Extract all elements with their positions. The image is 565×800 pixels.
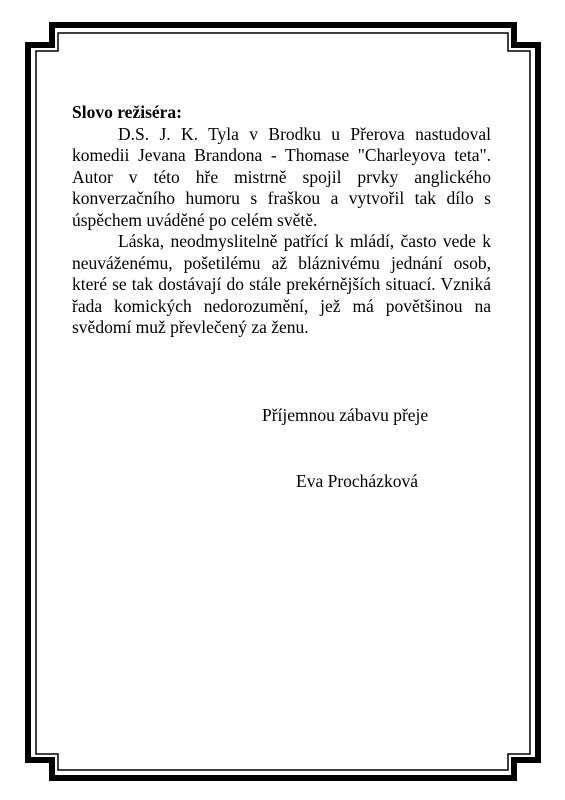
paragraph-2: Láska, neodmyslitelně patřící k mládí, často vede k neuváženému, pošetilému až bláznivému jednání osob, které se tak dostávají do stále prekérnějších situací. Vzniká řada komických nedorozumění, jež má povětšinou na svědomí muž převlečený za ženu. xyxy=(72,231,491,337)
director-note xyxy=(72,102,491,339)
paragraph-1: D.S. J. K. Tyla v Brodku u Přerova nastudoval komedii Jevana Brandona - Thomase "Charleyova teta". Autor v této hře mistrně spojil prvky anglického konverzačního humoru s fraškou a vytvořil tak dílo s úspěchem uváděné po celém světě. xyxy=(72,123,491,230)
note-heading: Slovo režiséra: xyxy=(72,102,182,122)
closing-line: Příjemnou zábavu přeje xyxy=(262,405,429,425)
author-signature: Eva Procházková xyxy=(296,471,418,491)
